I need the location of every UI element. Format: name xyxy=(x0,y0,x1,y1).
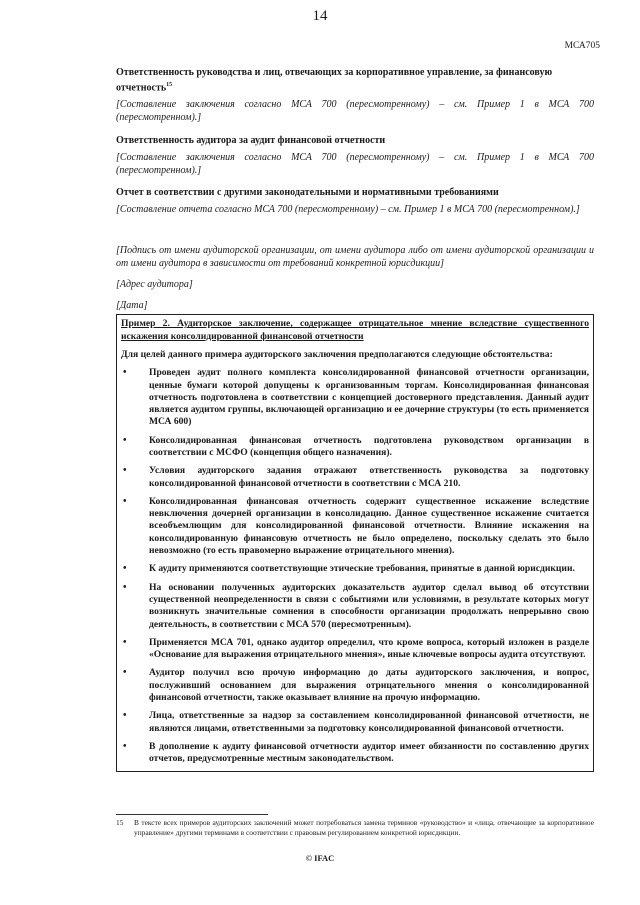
document-code: МСА705 xyxy=(564,41,600,51)
example-title: Пример 2. Аудиторское заключение, содержащее отрицательное мнение вследствие существенного искажения консолидированной финансовой отчетности xyxy=(121,318,589,342)
list-item-text: Консолидированная финансовая отчетность подготовлена руководством организации в соответствии с МСФО (концепция общего назначения). xyxy=(149,434,589,458)
list-item xyxy=(121,435,589,460)
section-heading-management-responsibility xyxy=(116,66,594,94)
footnote-number: 15 xyxy=(116,818,124,827)
list-item-text: В дополнение к аудиту финансовой отчетности аудитор имеет обязанности по составлению других отчетов, предусмотренные местным законодательством. xyxy=(149,740,589,765)
auditor-address-placeholder: [Адрес аудитора] xyxy=(116,279,193,291)
bullet-icon: • xyxy=(123,563,127,575)
section-note: [Составление отчета согласно МСА 700 (пересмотренному) – см. Пример 1 в МСА 700 (пересмотренном).] xyxy=(116,204,580,216)
list-item-text: Лица, ответственные за надзор за составлением консолидированной финансовой отчетности, не являются лицами, ответственными за подготовку консолидированной финансовой отчетности. xyxy=(149,710,589,734)
footnote-reference: 15 xyxy=(166,82,173,88)
bullet-icon: • xyxy=(123,434,127,446)
section-heading-auditor-responsibility: Ответственность аудитора за аудит финансовой отчетности xyxy=(116,135,386,147)
list-item xyxy=(121,563,589,575)
list-item-text: Аудитор получил всю прочую информацию до даты аудиторского заключения, и вопрос, послуживший основанием для выражения отрицательного мнения о консолидированной финансовой отчетности, также оказывает влияние на прочую информацию. xyxy=(149,667,589,704)
list-item-text: Применяется МСА 701, однако аудитор определил, что кроме вопроса, который изложен в разделе «Основание для выражения отрицательного мнения», иные ключевые вопросы аудита отсутствуют. xyxy=(149,636,589,661)
list-item xyxy=(121,465,589,490)
list-item xyxy=(121,367,589,428)
section-note: [Составление заключения согласно МСА 700 (пересмотренному) – см. Пример 1 в МСА 700 (пересмотренном).] xyxy=(116,152,594,177)
section-heading-text: Ответственность руководства и лиц, отвечающих за корпоративное управление, за финансовую отчетность xyxy=(116,67,553,94)
list-item xyxy=(121,637,589,662)
bullet-icon: • xyxy=(123,495,127,507)
bullet-icon: • xyxy=(123,740,127,752)
list-item xyxy=(121,741,589,766)
section-heading-other-requirements: Отчет в соответствии с другими законодательными и нормативными требованиями xyxy=(116,187,499,199)
bullet-icon: • xyxy=(123,367,127,379)
page-number: 14 xyxy=(312,8,328,24)
list-item-text: Проведен аудит полного комплекта консолидированной финансовой отчетности организации, ценные бумаги которой допущены к организованным торгам. Консолидированная финансовая отчетность подготовлена в соответствии с концепцией достоверного представления. Данный аудит является аудитом группы, включающей организацию и ее дочерние структуры (то есть применяется МСА 600) xyxy=(149,367,589,428)
example-intro: Для целей данного примера аудиторского заключения предполагаются следующие обстоятельства: xyxy=(121,348,553,360)
date-placeholder: [Дата] xyxy=(116,300,148,312)
circumstances-list xyxy=(121,367,589,765)
signature-placeholder: [Подпись от имени аудиторской организации, от имени аудитора либо от имени аудиторской организации и от имени аудитора в зависимости от требований конкретной юрисдикции] xyxy=(116,245,594,270)
list-item-text: Консолидированная финансовая отчетность содержит существенное искажение вследствие невключения дочерней организации в консолидацию. Данное существенное искажение считается всеобъемлющим для консолидированной финансовой отчетности. Влияние искажения на консолидированную финансовую отчетность не было определено, поскольку сделать это было невозможно (то есть правомерно выражение отрицательного мнения). xyxy=(149,495,589,557)
section-note: [Составление заключения согласно МСА 700 (пересмотренному) – см. Пример 1 в МСА 700 (пересмотренном).] xyxy=(116,99,594,124)
bullet-icon: • xyxy=(123,667,127,679)
bullet-icon: • xyxy=(123,636,127,648)
bullet-icon: • xyxy=(123,465,127,477)
list-item-text: К аудиту применяются соответствующие этические требования, принятые в данной юрисдикции. xyxy=(149,563,575,575)
list-item xyxy=(121,667,589,704)
footnote xyxy=(116,818,594,838)
bullet-icon: • xyxy=(123,710,127,722)
example-box xyxy=(116,314,594,771)
page-content xyxy=(116,66,594,772)
copyright-notice: © IFAC xyxy=(305,853,335,863)
bullet-icon: • xyxy=(123,581,127,593)
list-item xyxy=(121,582,589,631)
list-item xyxy=(121,496,589,557)
list-item-text: Условия аудиторского задания отражают ответственность руководства за подготовку консолидированной финансовой отчетности в соответствии с МСА 210. xyxy=(149,465,589,489)
list-item xyxy=(121,710,589,735)
footnote-text: В тексте всех примеров аудиторских заключений может потребоваться замена терминов «руководство» и «лица, отвечающие за корпоративное управление» другими терминами в соответствии с правовым регулированием конкретной юрисдикции. xyxy=(134,818,594,837)
footnote-divider xyxy=(116,814,268,815)
list-item-text: На основании полученных аудиторских доказательств аудитор сделал вывод об отсутствии существенной неопределенности в связи с событиями или условиями, в результате которых могут возникнуть значительные сомнения в способности организации продолжать непрерывно свою деятельность, в соответствии с МСА 570 (пересмотренным). xyxy=(149,581,589,630)
